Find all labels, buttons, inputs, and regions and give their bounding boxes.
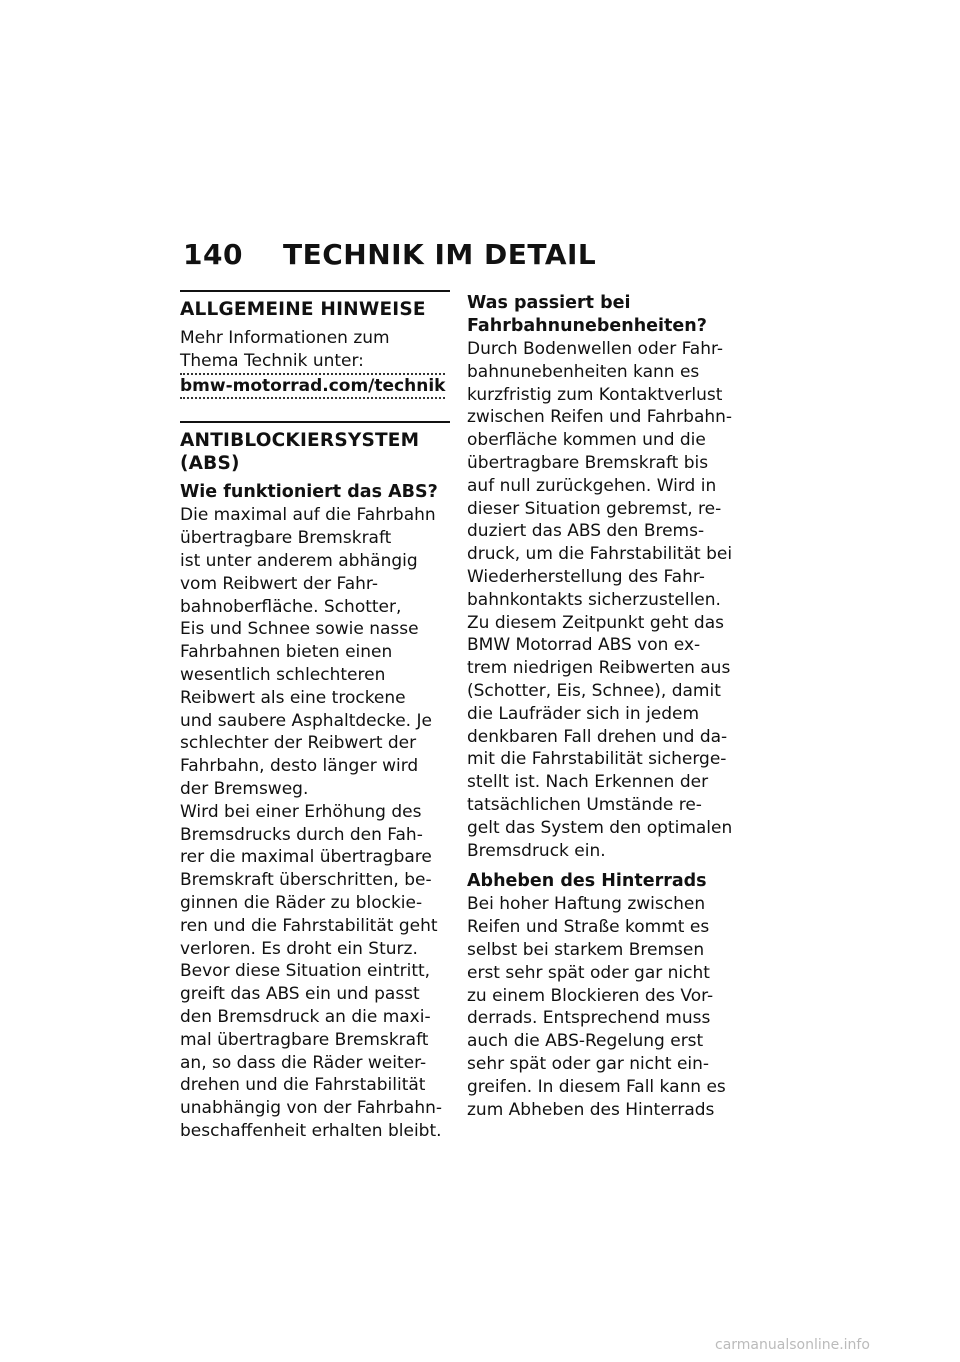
page-header xyxy=(183,238,596,271)
general-info-text: Mehr Informationen zum Thema Technik unter: xyxy=(180,328,390,371)
watermark: carmanualsonline.info xyxy=(715,1337,870,1353)
rear-wheel-lift-paragraph: Bei hoher Haftung zwischen Reifen und Straße kommt es selbst bei starkem Bremsen erst sehr spät oder gar nicht zu einem Blockieren des Vor- derrads. Entsprechend muss auch die ABS-Regelung erst sehr spät oder gar nicht ein- greifen. In diesem Fall kann es zum Abheben des Hinterrads xyxy=(467,894,726,1120)
abs-paragraph-1: Die maximal auf die Fahrbahn übertragbare Bremskraft ist unter anderem abhängig vom Reibwert der Fahr- bahnoberfläche. Schotter, Eis und Schnee sowie nasse Fahrbahnen bieten einen wesentlich schlechteren Reibwert als eine trockene und saubere Asphaltdecke. Je schlechter der Reibwert der Fahrbahn, desto länger wird der Bremsweg. xyxy=(180,505,436,799)
section-divider xyxy=(180,421,450,423)
page-number: 140 xyxy=(183,238,243,271)
left-column xyxy=(180,290,450,1143)
abs-paragraph-2: Wird bei einer Erhöhung des Bremsdrucks durch den Fah- rer die maximal übertragbare Bremskraft überschritten, be- ginnen die Räder zu blockie- ren und die Fahrstabilität geht verloren. Es droht ein Sturz. Bevor diese Situation eintritt, greift das ABS ein und passt den Bremsdruck an die maxi- mal übertragbare Bremskraft an, so dass die Räder weiter- drehen und die Fahrstabilität unabhängig von der Fahrbahn- beschaffenheit erhalten bleibt. xyxy=(180,801,443,1141)
unevenness-paragraph: Durch Bodenwellen oder Fahr- bahnunebenheiten kann es kurzfristig zum Kontaktverlust zwischen Reifen und Fahrbahn- oberfläche kommen und die übertragbare Bremskraft bis auf null zurückgehen. Wird in dieser Situation gebremst, re- duziert das ABS den Brems- druck, um die Fahrstabilität bei Wiederherstellung des Fahr- bahnkontakts sicherzustellen. Zu diesem Zeitpunkt geht das BMW Motorrad ABS von ex- trem niedrigen Reibwerten aus (Schotter, Eis, Schnee), damit die Laufräder sich in jedem denkbaren Fall drehen und da- mit die Fahrstabilität sicherge- stellt ist. Nach Erkennen der tatsächlichen Umstände re- gelt das System den optimalen Bremsdruck ein. xyxy=(467,339,733,861)
section-title-abs: ANTIBLOCKIERSYSTEM (ABS) xyxy=(180,430,420,475)
right-column xyxy=(467,292,737,1121)
section-divider xyxy=(180,290,450,292)
page-title: TECHNIK IM DETAIL xyxy=(283,238,597,271)
technik-link[interactable]: bmw-motorrad.com/technik xyxy=(180,373,445,400)
subheading-rear-wheel-lift: Abheben des Hinterrads xyxy=(467,871,707,892)
subheading-road-unevenness: Was passiert bei Fahrbahnunebenheiten? xyxy=(467,293,707,336)
section-title-general: ALLGEMEINE HINWEISE xyxy=(180,299,426,320)
subheading-how-abs-works: Wie funktioniert das ABS? xyxy=(180,482,438,503)
